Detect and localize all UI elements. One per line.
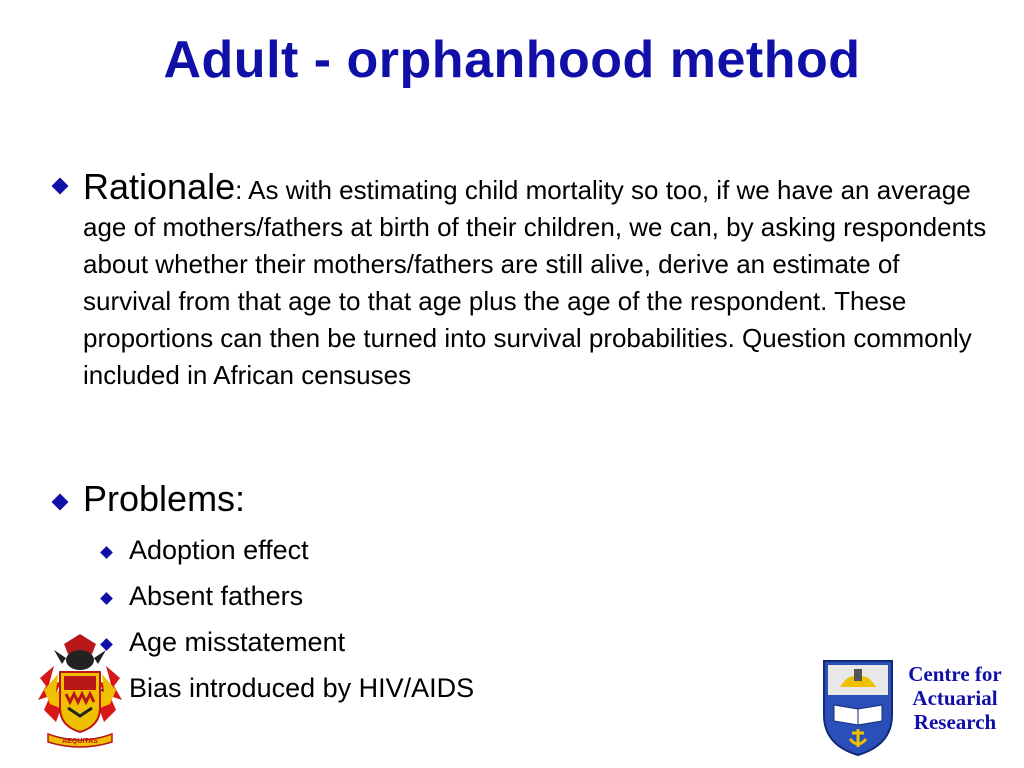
car-label-line: Actuarial <box>912 686 998 710</box>
rationale-heading: Rationale <box>83 166 236 207</box>
problem-item: Absent fathers <box>129 581 304 611</box>
uct-shield-logo-icon <box>820 657 896 759</box>
car-label-line: Centre for <box>908 662 1002 686</box>
diamond-bullet-icon <box>100 546 113 559</box>
crest-motto: AEQUITAS <box>62 738 98 745</box>
diamond-bullet-icon <box>52 494 69 511</box>
problem-item: Age misstatement <box>129 627 346 657</box>
slide-title: Adult - orphanhood method <box>163 31 861 89</box>
diamond-bullet-icon <box>52 178 69 195</box>
problems-heading: Problems: <box>83 478 246 519</box>
car-label-line: Research <box>913 710 997 734</box>
diamond-bullet-icon <box>100 592 113 605</box>
problem-item: Adoption effect <box>129 535 309 565</box>
rationale-paragraph <box>83 168 988 394</box>
car-organisation-label <box>896 662 1014 734</box>
problem-item: Bias introduced by HIV/AIDS <box>129 673 475 703</box>
university-crest-logo-icon <box>34 630 126 748</box>
rationale-text: : As with estimating child mortality so too, if we have an average age of mothers/fathers at birth of their children, we can, by asking respondents about whether their mothers/fathers are still alive, derive an estimate of survival from that age to that age plus the age of the respondent. These proportions can then be turned into survival probabilities. Question commonly included in African censuses <box>83 175 987 390</box>
